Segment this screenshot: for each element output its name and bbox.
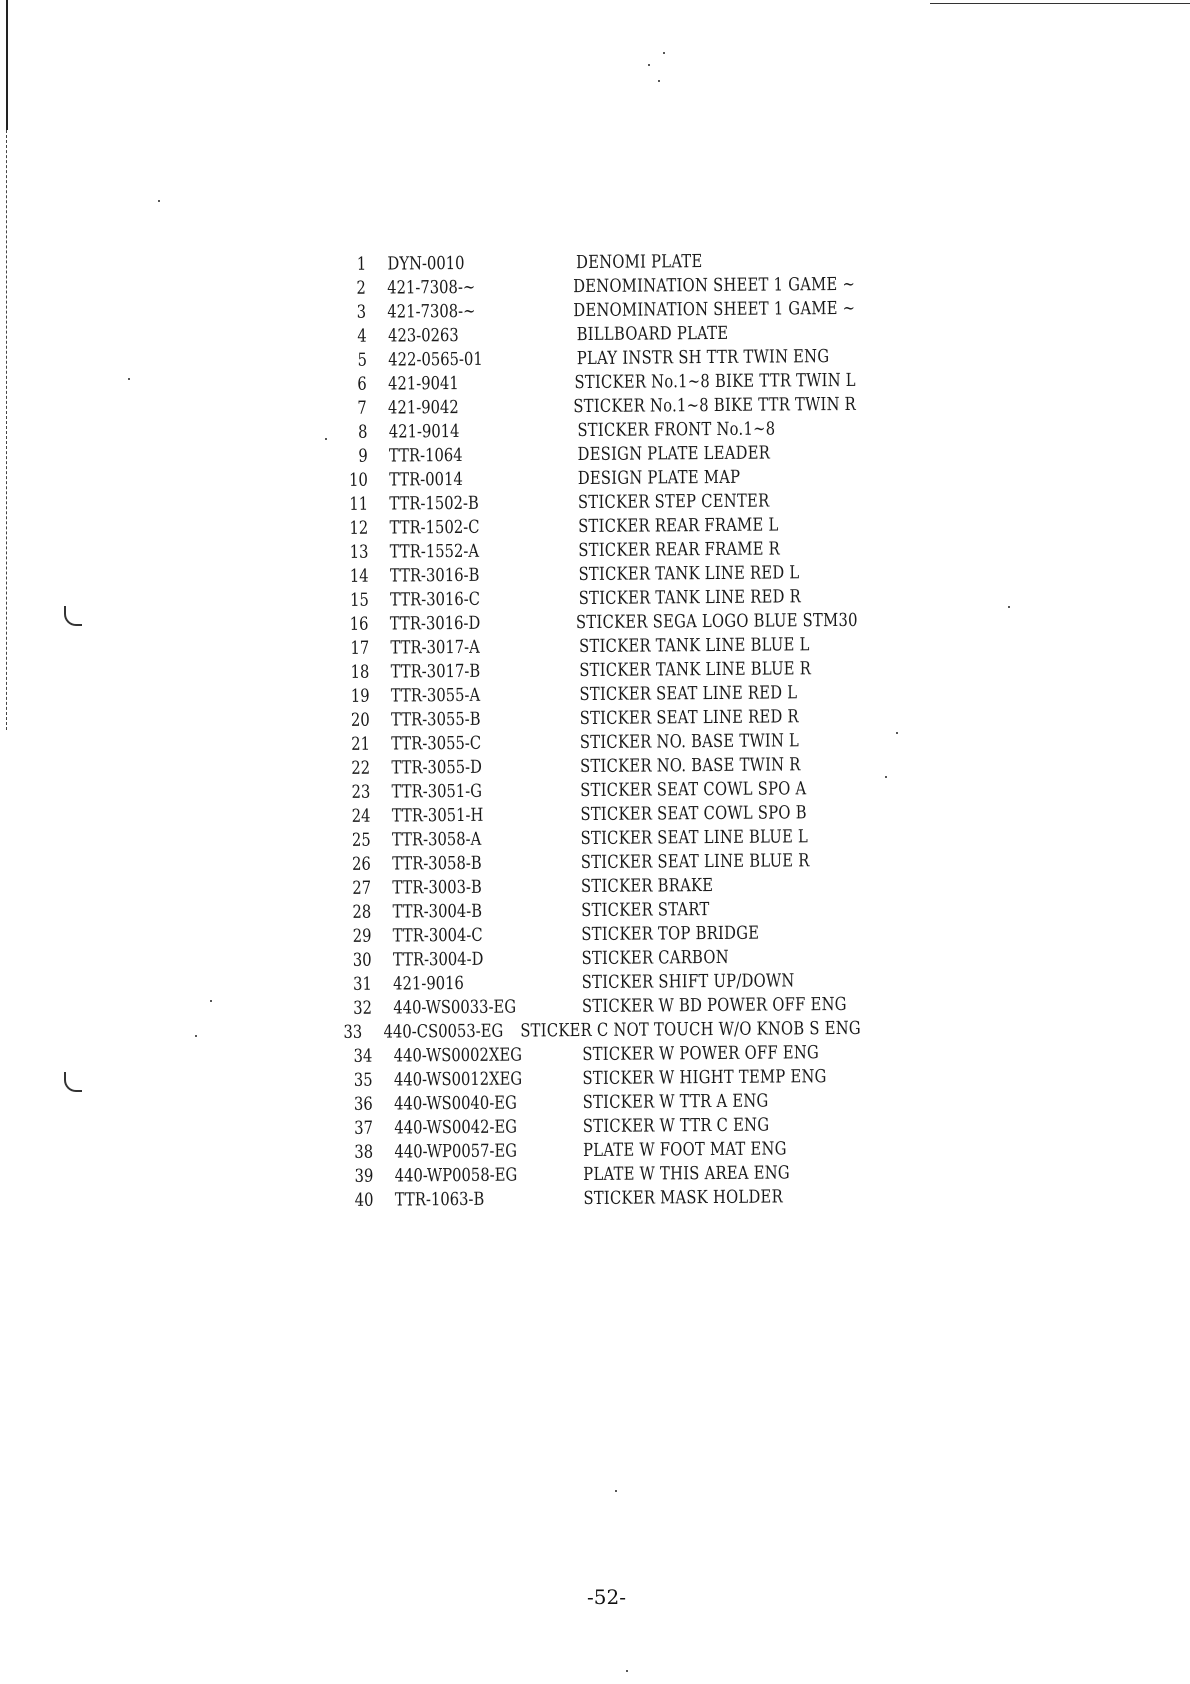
scan-speck <box>648 64 650 66</box>
scan-speck <box>1008 606 1010 608</box>
scan-speck <box>626 1670 628 1672</box>
part-description: STICKER MASK HOLDER <box>583 1186 783 1210</box>
part-code: 440-CS0053-EG <box>383 1020 504 1043</box>
item-number: 25 <box>351 829 371 851</box>
scan-speck <box>158 200 160 202</box>
item-number: 29 <box>352 925 372 947</box>
part-description: STICKER W HIGHT TEMP ENG <box>582 1066 827 1090</box>
part-description: STICKER TANK LINE RED R <box>578 586 802 610</box>
part-description: DENOMINATION SHEET 1 GAME ~ <box>573 297 856 322</box>
part-description: STICKER No.1~8 BIKE TTR TWIN R <box>573 393 857 418</box>
item-number: 36 <box>353 1093 373 1115</box>
scan-top-line <box>930 3 1190 4</box>
item-number: 17 <box>350 637 370 659</box>
item-number: 7 <box>357 397 367 419</box>
part-description: STICKER W TTR A ENG <box>582 1090 769 1114</box>
part-code: 440-WP0057-EG <box>394 1140 518 1163</box>
part-description: DENOMINATION SHEET 1 GAME ~ <box>573 273 856 298</box>
part-code: DYN-0010 <box>387 252 465 275</box>
part-code: TTR-3004-D <box>392 948 484 971</box>
part-description: STICKER TANK LINE BLUE R <box>579 658 812 682</box>
scan-smudge <box>64 606 82 626</box>
part-code: 421-9016 <box>393 972 464 995</box>
part-code: TTR-1064 <box>388 444 463 467</box>
part-description: STICKER STEP CENTER <box>577 490 770 514</box>
part-description: STICKER SEAT LINE BLUE R <box>580 850 810 874</box>
part-code: 421-9042 <box>387 396 459 419</box>
item-number: 28 <box>352 901 372 923</box>
part-code: TTR-3016-B <box>389 564 480 587</box>
item-number: 15 <box>349 589 369 611</box>
part-description: PLAY INSTR SH TTR TWIN ENG <box>576 346 830 370</box>
page-number: -52- <box>587 1585 626 1609</box>
item-number: 24 <box>351 805 371 827</box>
part-code: TTR-3004-B <box>392 900 483 923</box>
item-number: 2 <box>356 277 366 299</box>
part-description: STICKER No.1~8 BIKE TTR TWIN L <box>574 369 856 394</box>
scan-smudge <box>64 1072 82 1092</box>
item-number: 16 <box>349 613 369 635</box>
part-code: TTR-0014 <box>389 468 463 491</box>
part-description: STICKER SEAT LINE BLUE L <box>580 826 809 850</box>
part-description: STICKER NO. BASE TWIN L <box>579 730 800 754</box>
part-code: TTR-3016-D <box>389 612 481 635</box>
item-number: 10 <box>349 469 368 491</box>
part-code: TTR-3058-B <box>392 852 482 875</box>
scan-speck <box>195 1035 197 1037</box>
part-description: STICKER W BD POWER OFF ENG <box>581 993 847 1018</box>
part-description: PLATE W THIS AREA ENG <box>583 1162 790 1186</box>
item-number: 35 <box>353 1069 373 1091</box>
part-description: STICKER NO. BASE TWIN R <box>579 754 801 778</box>
item-number: 21 <box>351 733 371 755</box>
part-code: TTR-1502-C <box>389 516 480 539</box>
part-description: STICKER SEAT COWL SPO B <box>580 802 807 826</box>
part-code: TTR-3055-D <box>391 756 482 779</box>
scan-speck <box>210 1000 212 1002</box>
item-number: 23 <box>351 781 371 803</box>
item-number: 38 <box>354 1141 374 1163</box>
item-number: 5 <box>357 349 368 371</box>
part-description: STICKER FRONT No.1~8 <box>577 418 776 442</box>
part-code: TTR-3058-A <box>391 828 482 851</box>
part-description: DENOMI PLATE <box>576 251 703 274</box>
part-code: TTR-3004-C <box>392 924 483 947</box>
item-number: 13 <box>349 541 369 563</box>
item-number: 11 <box>349 493 369 515</box>
item-number: 19 <box>350 685 370 707</box>
item-number: 27 <box>352 877 372 899</box>
parts-list <box>330 248 978 1213</box>
item-number: 12 <box>349 517 369 539</box>
scan-speck <box>615 1490 617 1492</box>
part-description: STICKER TANK LINE RED L <box>578 562 800 586</box>
part-code: 421-9014 <box>388 420 460 443</box>
item-number: 18 <box>350 661 370 683</box>
part-code: 423-0263 <box>387 324 459 347</box>
scan-speck <box>663 52 665 54</box>
item-number: 34 <box>353 1045 373 1067</box>
part-description: STICKER W POWER OFF ENG <box>582 1042 820 1066</box>
part-code: 421-7308-~ <box>387 300 476 323</box>
part-code: TTR-3051-H <box>391 804 484 827</box>
part-code: TTR-3017-B <box>390 660 481 683</box>
part-code: TTR-3055-A <box>390 684 481 707</box>
part-description: PLATE W FOOT MAT ENG <box>582 1138 787 1162</box>
item-number: 1 <box>356 253 367 275</box>
part-description: STICKER TOP BRIDGE <box>581 922 760 946</box>
scan-edge-dashes <box>6 130 8 730</box>
item-number: 31 <box>352 973 372 995</box>
part-code: 440-WS0012XEG <box>393 1068 523 1091</box>
part-code: TTR-3055-C <box>391 732 482 755</box>
item-number: 3 <box>356 301 367 323</box>
item-number: 39 <box>354 1165 374 1187</box>
part-description: STICKER CARBON <box>581 946 729 970</box>
part-code: 422-0565-01 <box>388 348 483 371</box>
part-code: TTR-3016-C <box>390 588 481 611</box>
part-code: TTR-1063-B <box>394 1188 485 1211</box>
part-code: TTR-3003-B <box>392 876 482 899</box>
part-description: STICKER SEGA LOGO BLUE STM30 <box>575 609 858 634</box>
part-description: STICKER SEAT LINE RED R <box>579 706 799 730</box>
item-number: 9 <box>358 445 368 467</box>
part-description: DESIGN PLATE LEADER <box>577 442 771 466</box>
part-code: 440-WS0042-EG <box>394 1116 518 1139</box>
parts-row <box>337 1185 862 1213</box>
item-number: 20 <box>350 709 370 731</box>
item-number: 8 <box>358 421 368 443</box>
part-description: STICKER TANK LINE BLUE L <box>579 634 810 658</box>
part-code: TTR-1502-B <box>389 492 479 515</box>
scan-speck <box>128 378 130 380</box>
item-number: 30 <box>352 949 372 971</box>
part-code: TTR-1552-A <box>389 540 480 563</box>
part-description: STICKER START <box>581 899 710 922</box>
part-code: 440-WP0058-EG <box>394 1164 518 1187</box>
part-description: STICKER W TTR C ENG <box>582 1114 770 1138</box>
part-code: TTR-3051-G <box>391 780 483 803</box>
item-number: 4 <box>357 325 367 347</box>
item-number: 6 <box>357 373 367 395</box>
part-code: 440-WS0040-EG <box>394 1092 517 1115</box>
item-number: 14 <box>349 565 369 587</box>
part-code: 440-WS0002XEG <box>393 1044 523 1067</box>
item-number: 26 <box>352 853 371 875</box>
part-code: TTR-3055-B <box>390 708 481 731</box>
part-description: STICKER SEAT COWL SPO A <box>580 778 807 802</box>
part-description: STICKER REAR FRAME L <box>578 514 779 538</box>
part-description: STICKER SEAT LINE RED L <box>579 682 798 706</box>
part-code: 421-9041 <box>387 372 459 395</box>
scan-speck <box>658 80 660 82</box>
item-number: 32 <box>353 997 373 1019</box>
part-code: 440-WS0033-EG <box>393 996 517 1019</box>
part-description: STICKER C NOT TOUCH W/O KNOB S ENG <box>520 1017 861 1042</box>
item-number: 22 <box>351 757 371 779</box>
item-number: 37 <box>354 1117 374 1139</box>
part-description: STICKER REAR FRAME R <box>578 538 781 562</box>
part-description: STICKER BRAKE <box>580 875 714 898</box>
part-description: STICKER SHIFT UP/DOWN <box>581 970 795 994</box>
part-description: DESIGN PLATE MAP <box>577 466 741 490</box>
item-number: 33 <box>343 1021 363 1043</box>
part-code: TTR-3017-A <box>390 636 480 659</box>
scan-speck <box>325 438 327 440</box>
part-code: 421-7308-~ <box>387 276 476 299</box>
item-number: 40 <box>354 1189 374 1211</box>
scan-edge-line <box>6 0 8 130</box>
part-description: BILLBOARD PLATE <box>576 322 729 346</box>
